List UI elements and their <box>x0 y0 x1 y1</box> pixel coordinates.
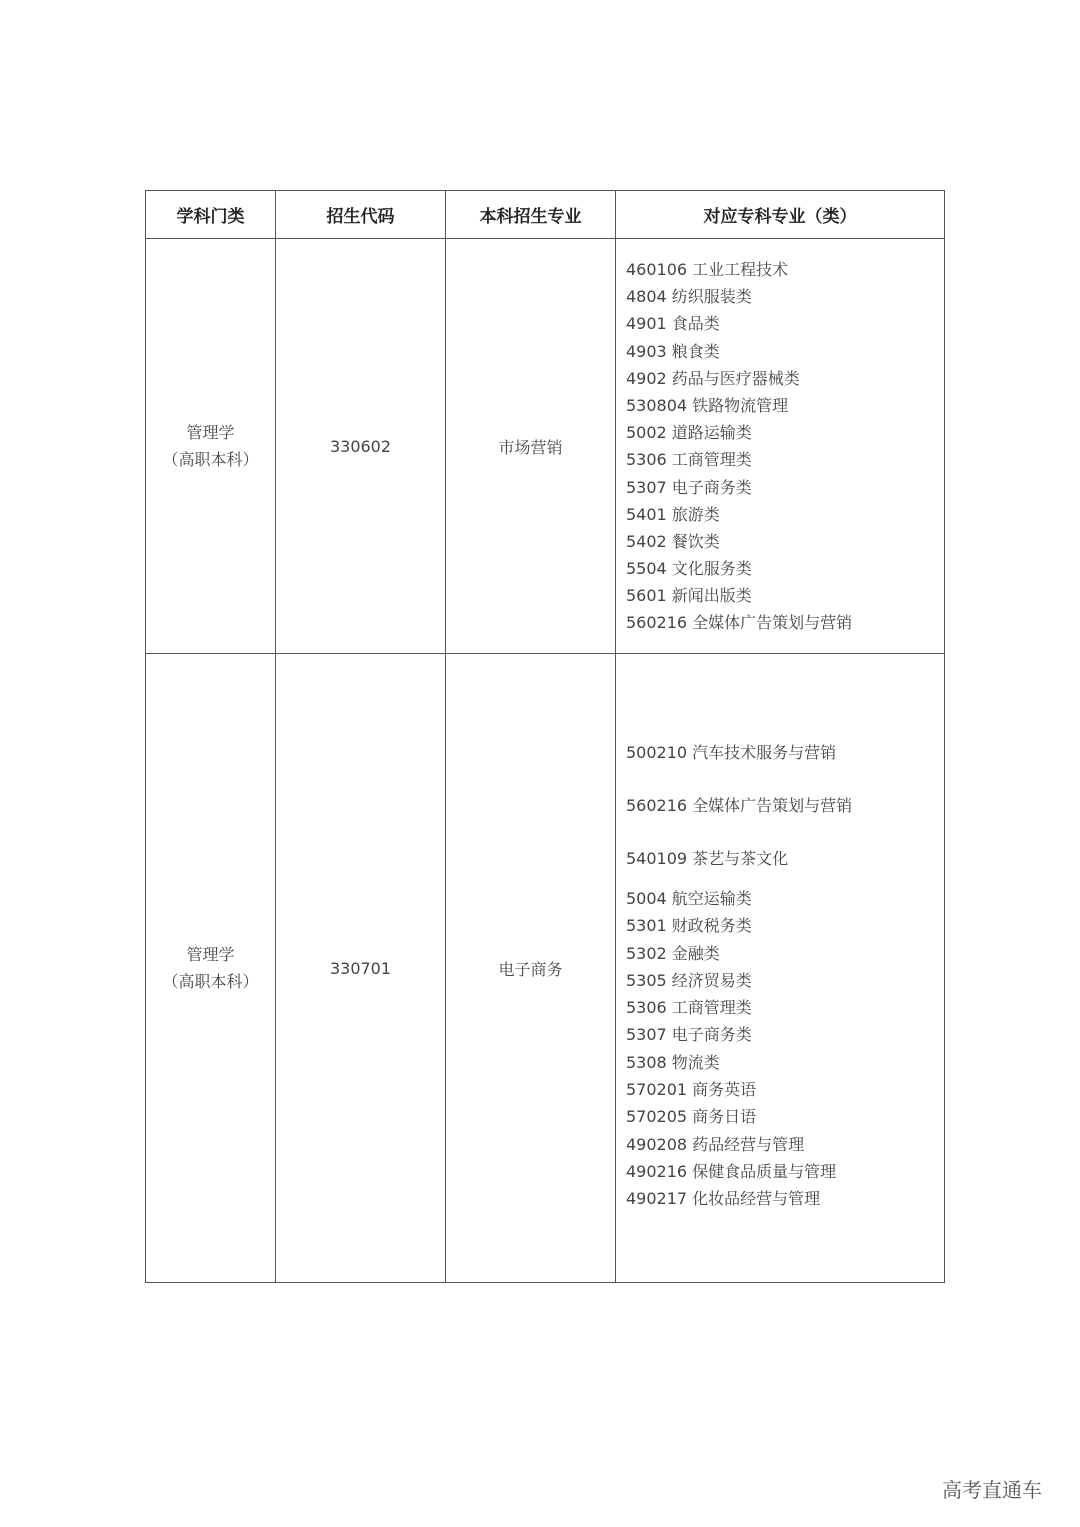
list-item: 5306 工商管理类 <box>626 450 752 470</box>
list-item: 570205 商务日语 <box>626 1107 757 1127</box>
list-item: 4901 食品类 <box>626 314 720 334</box>
table-row <box>146 654 945 1283</box>
code-cell: 330701 <box>276 654 446 1283</box>
list-item: 5305 经济贸易类 <box>626 970 752 990</box>
list-item: 5004 航空运输类 <box>626 889 752 908</box>
category-note: （高职本科） <box>162 972 259 991</box>
list-item: 5002 道路运输类 <box>626 423 752 443</box>
list-item: 5307 电子商务类 <box>626 477 752 497</box>
list-item: 5301 财政税务类 <box>626 916 752 936</box>
watermark: 高考直通车 <box>942 1478 1042 1502</box>
header-related: 对应专科专业（类） <box>616 191 945 239</box>
list-item: 5307 电子商务类 <box>626 1025 752 1045</box>
list-item: 530804 铁路物流管理 <box>626 395 789 415</box>
list-item: 500210 汽车技术服务与营销 <box>626 743 837 762</box>
code-cell: 330602 <box>276 239 446 654</box>
header-category: 学科门类 <box>146 191 276 239</box>
list-item: 5308 物流类 <box>626 1052 720 1072</box>
list-item: 540109 茶艺与茶文化 <box>626 849 789 868</box>
header-code: 招生代码 <box>276 191 446 239</box>
list-item: 5302 金融类 <box>626 943 720 963</box>
list-item: 5401 旅游类 <box>626 504 720 524</box>
list-item: 5601 新闻出版类 <box>626 586 752 606</box>
table-header-row <box>146 191 945 239</box>
major-cell: 市场营销 <box>446 239 616 654</box>
list-item: 490208 药品经营与管理 <box>626 1134 805 1154</box>
category: 管理学 <box>186 945 235 964</box>
header-major: 本科招生专业 <box>446 191 616 239</box>
list-item: 460106 工业工程技术 <box>626 260 789 279</box>
category-cell <box>146 654 276 1283</box>
major-cell: 电子商务 <box>446 654 616 1283</box>
category: 管理学 <box>186 423 235 442</box>
list-item: 4902 药品与医疗器械类 <box>626 368 800 388</box>
category-note: （高职本科） <box>162 450 259 469</box>
category-cell <box>146 239 276 654</box>
list-item: 560216 全媒体广告策划与营销 <box>626 796 853 815</box>
related-list <box>616 654 945 1283</box>
list-item: 4804 纺织服装类 <box>626 287 752 307</box>
major-mapping-table <box>145 190 945 1283</box>
table-row <box>146 239 945 654</box>
list-item: 5402 餐饮类 <box>626 531 720 551</box>
list-item: 490216 保健食品质量与管理 <box>626 1161 837 1181</box>
list-item: 570201 商务英语 <box>626 1080 757 1100</box>
list-item: 5306 工商管理类 <box>626 998 752 1018</box>
list-item: 560216 全媒体广告策划与营销 <box>626 613 853 633</box>
list-item: 4903 粮食类 <box>626 341 720 361</box>
related-list <box>616 239 945 654</box>
list-item: 490217 化妆品经营与管理 <box>626 1189 821 1209</box>
list-item: 5504 文化服务类 <box>626 559 752 579</box>
